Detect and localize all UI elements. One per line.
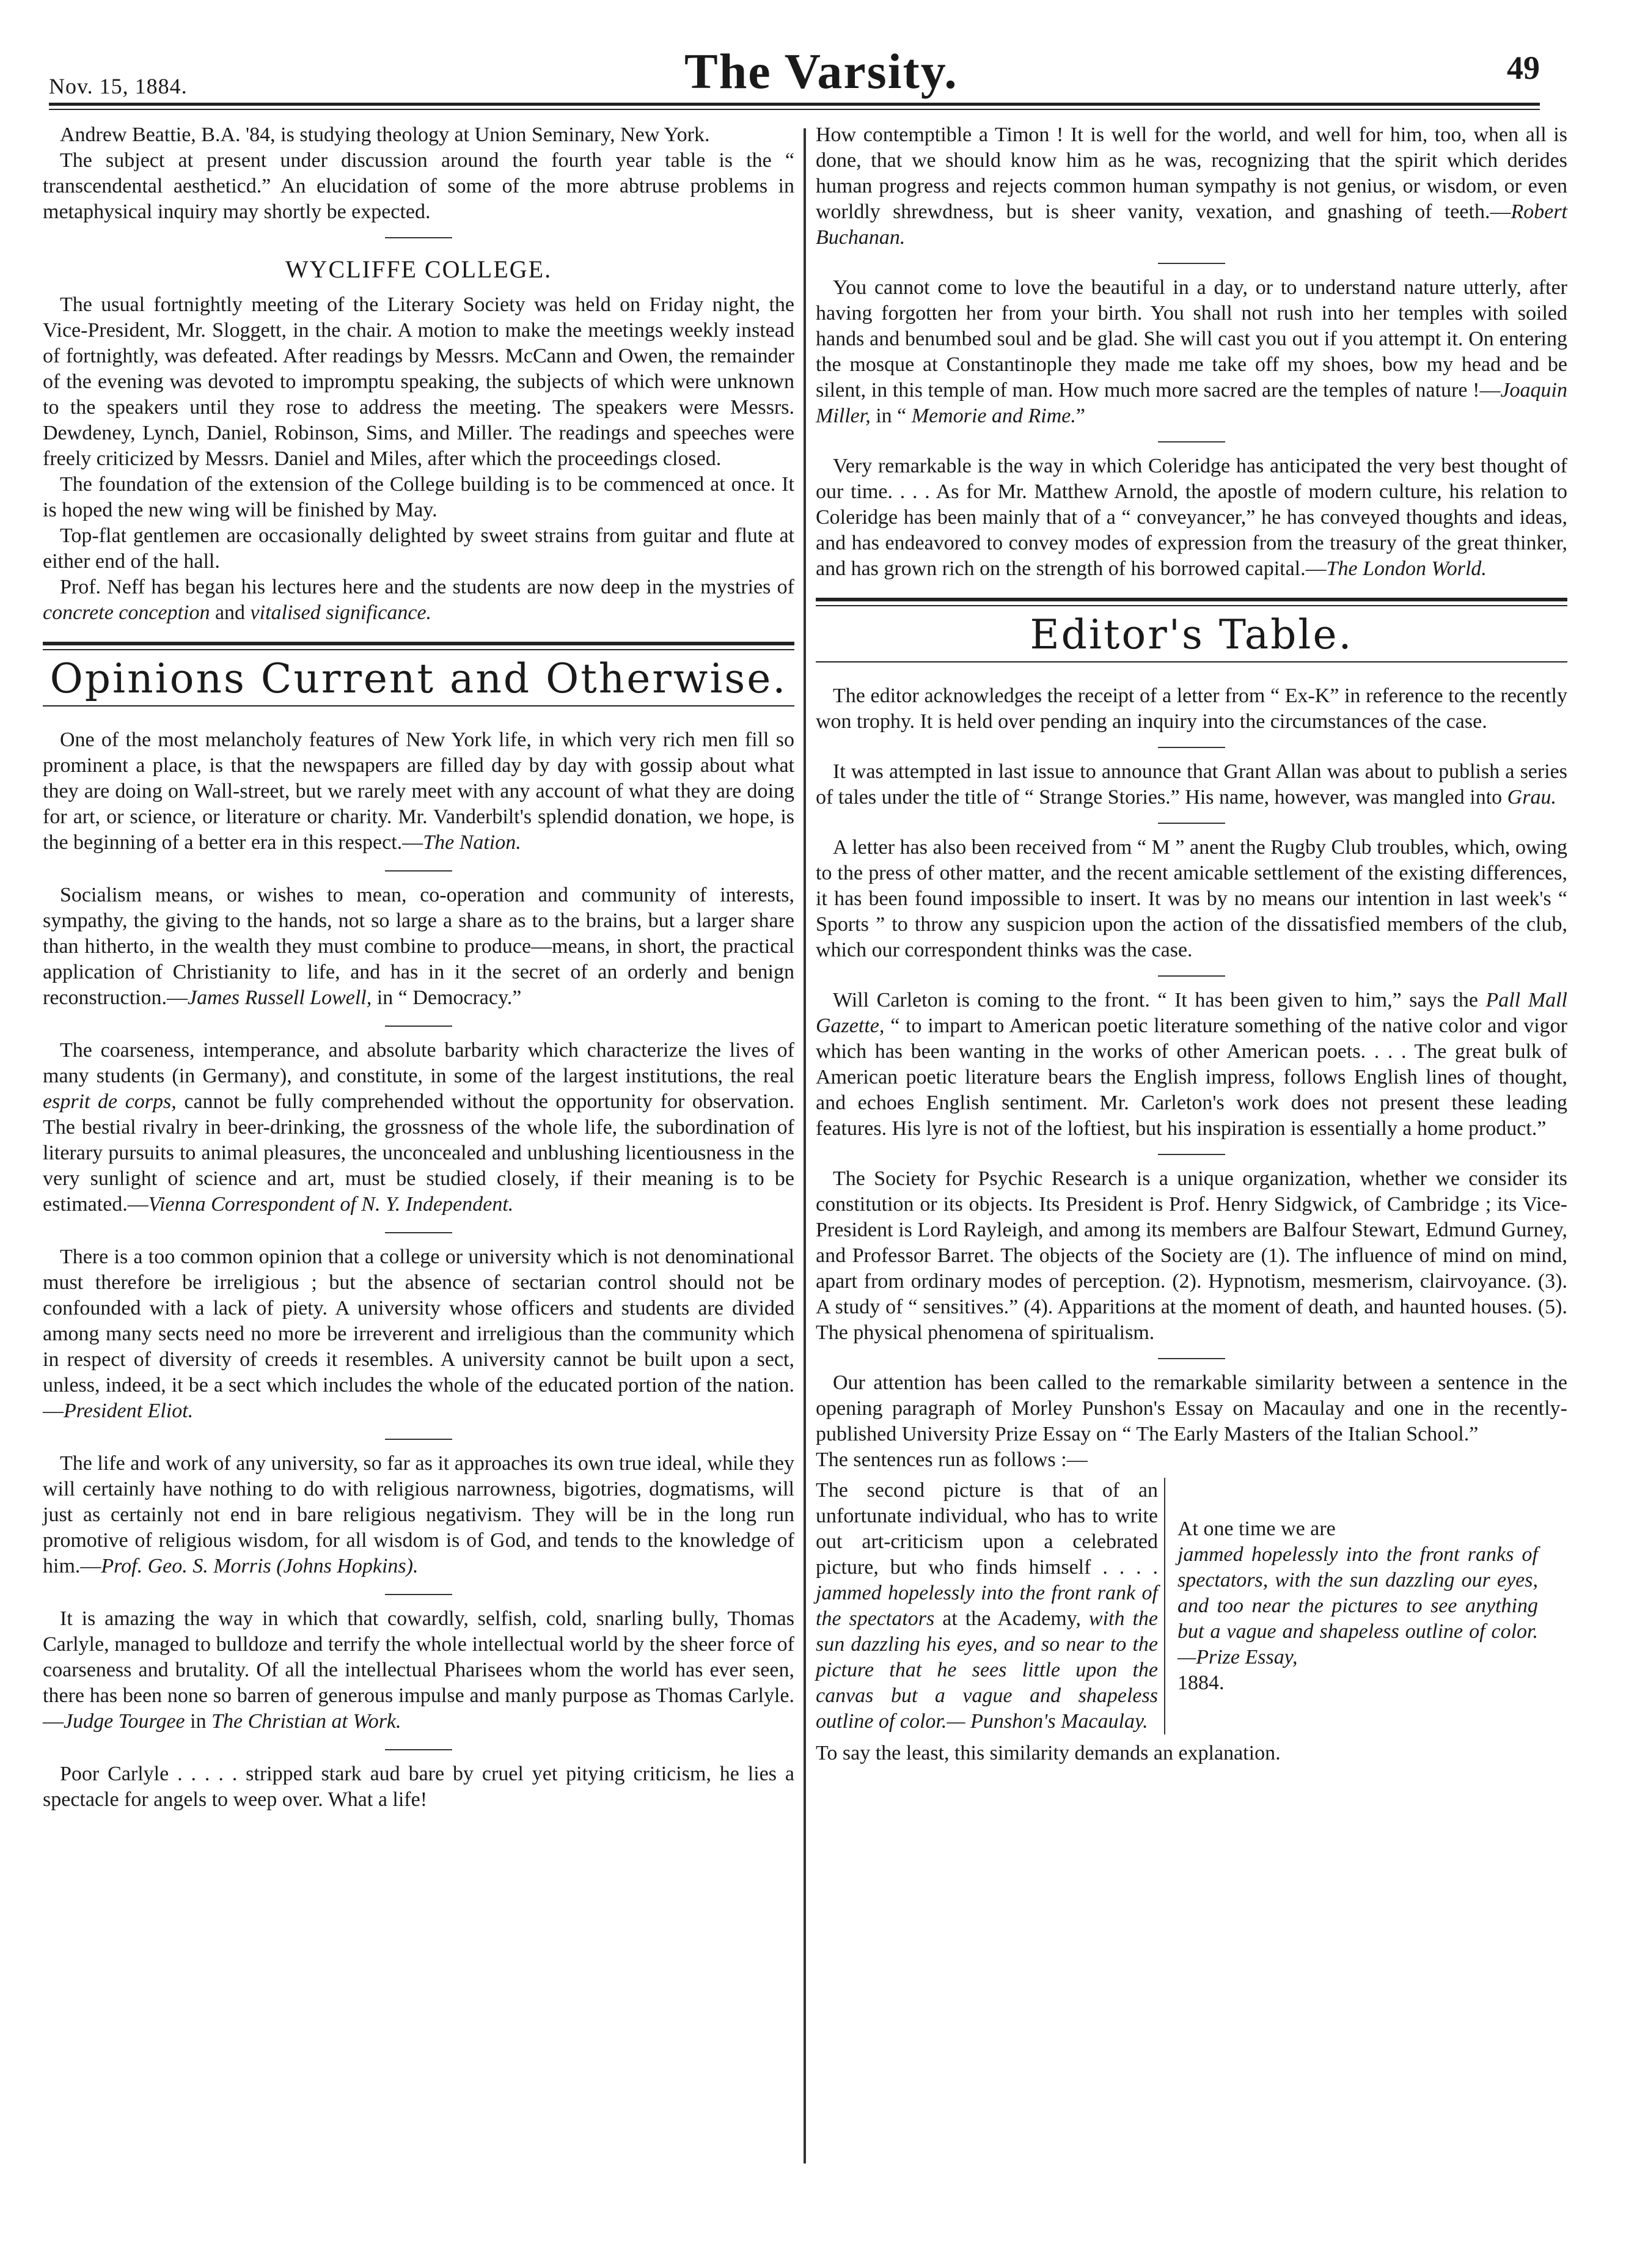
section-rule-thin xyxy=(43,649,794,650)
quote-item: Socialism means, or wishes to mean, co-operation and community of interests, sympathy, the giving to the hands, not so large a share as to the brains, but a larger share than hitherto, in the wealth they must combine to produce—means, in short, the practical application of Christianity to life, and has in it the secret of an orderly and benign reconstruction.—James Russell Lowell, in “ Democracy.” xyxy=(43,884,794,1009)
separator-rule xyxy=(385,870,452,872)
quote-item: One of the most melancholy features of New York life, in which very rich men fill so prominent a place, is that the newspapers are filled day by day with gossip about what they are doing on Wall-street, but we rarely meet with any account of what they are doing for art, or science, or literature or charity. Mr. Vanderbilt's splendid donation, we hope, is the beginning of a better era in this respect.—The Nation. xyxy=(43,728,794,854)
quote-item: Poor Carlyle . . . . . stripped stark aud bare by cruel yet pitying criticism, he lies a spectacle for angels to weep over. What a life! xyxy=(43,1763,794,1811)
section-heading-editors-table: Editor's Table. xyxy=(1030,611,1353,658)
quote-item: There is a too common opinion that a college or university which is not denominational must therefore be irreligious ; but the absence of sectarian control should not be confounded with a lack of piety. A university whose officers and students are divided among many sects need no more be irreverent and irreligious than the community which in respect of diversity of creeds it resembles. A university cannot be built upon a sect, unless, indeed, it be a sect which includes the whole of the educated portion of the nation.—President Eliot. xyxy=(43,1246,794,1422)
left-column xyxy=(43,122,794,1813)
heading-underline xyxy=(816,661,1567,662)
separator-rule xyxy=(385,1026,452,1027)
separator-rule xyxy=(1158,441,1225,442)
separator-rule xyxy=(1158,263,1225,264)
section-rule-thin xyxy=(816,605,1567,606)
page-header xyxy=(49,24,1540,104)
news-item: The foundation of the extension of the College building is to be commenced at once. It is hoped the new wing will be finished by May. xyxy=(43,473,794,521)
separator-rule xyxy=(1158,823,1225,824)
news-item: Andrew Beattie, B.A. '84, is studying theology at Union Seminary, New York. xyxy=(60,123,710,146)
quote-item: The life and work of any university, so far as it approaches its own true ideal, while they will certainly have nothing to do with religious narrowness, bigotries, dogmatisms, will just as certainly not end in bare religious negativism. They will be in the long run promotive of religious wisdom, for all wisdom is of God, and tends to the knowledge of him.—Prof. Geo. S. Morris (Johns Hopkins). xyxy=(43,1452,794,1577)
section-heading-opinions: Opinions Current and Otherwise. xyxy=(49,655,788,702)
section-heading-wycliffe: WYCLIFFE COLLEGE. xyxy=(285,255,552,283)
page-number: 49 xyxy=(1507,50,1540,86)
header-rule xyxy=(49,103,1540,106)
separator-rule xyxy=(385,237,452,238)
comparison-prize-essay: At one time we are jammed hopelessly into the front ranks of spectators, with the sun dazzling our eyes, and too near the pictures to see anything but a vague and shapeless outline of color.—Prize Essay, 1884. xyxy=(1177,1518,1538,1694)
news-item: The usual fortnightly meeting of the Literary Society was held on Friday night, the Vice-President, Mr. Sloggett, in the chair. A motion to make the meetings weekly instead of fortnightly, was defeated. After readings by Messrs. McCann and Owen, the remainder of the evening was devoted to impromptu speaking, the subjects of which were unknown to the speakers until they rose to address the meeting. The speakers were Messrs. Dewdeney, Lynch, Daniel, Robinson, Sims, and Miller. The readings and speeches were freely criticized by Messrs. Daniel and Miles, after which the proceedings closed. xyxy=(43,293,794,470)
quote-item: Very remarkable is the way in which Coleridge has anticipated the very best thought of our time. . . . As for Mr. Matthew Arnold, the apostle of modern culture, his relation to Coleridge has been mainly that of a “ conveyancer,” he has conveyed thoughts and ideas, and has endeavored to convey modes of expression from the treasury of the great thinker, and has grown rich on the strength of his borrowed capital.—The London World. xyxy=(816,455,1567,580)
section-rule-thick xyxy=(816,598,1567,601)
separator-rule xyxy=(385,1749,452,1750)
separator-rule xyxy=(385,1439,452,1440)
masthead-title: The Varsity. xyxy=(684,43,958,99)
separator-rule xyxy=(1158,747,1225,748)
closing-line: To say the least, this similarity demands an explanation. xyxy=(816,1742,1281,1764)
quote-item: The coarseness, intemperance, and absolute barbarity which characterize the lives of many students (in Germany), and constitute, in some of the largest institutions, the real esprit de corps, cannot be fully comprehended without the opportunity for observation. The bestial rivalry in beer-drinking, the grossness of the whole life, the subordination of literary pursuits to animal pleasures, the unconcealed and unblushing licentiousness in the very sunlight of science and art, must be studied closely, if their meaning is to be estimated.—Vienna Correspondent of N. Y. Independent. xyxy=(43,1039,795,1216)
news-item: Top-flat gentlemen are occasionally delighted by sweet strains from guitar and flute at either end of the hall. xyxy=(43,524,794,573)
quote-item: You cannot come to love the beautiful in a day, or to understand nature utterly, after having forgotten her from your birth. You shall not rush into her temples with soiled hands and benumbed soul and be glad. She will cast you out if you attempt it. On entering the mosque at Constantinople they made me take off my shoes, bow my head and be silent, in this temple of man. How much more sacred are the temples of nature !—Joaquin Miller, in “ Memorie and Rime.” xyxy=(816,276,1567,427)
quote-item: How contemptible a Timon ! It is well for the world, and well for him, too, when all is done, that we should know him as he was, recognizing that the spirit which derides human progress and rejects common human sympathy is not genius, or wisdom, or even worldly shrewdness, but is sheer vanity, vexation, and gnashing of teeth.—Robert Buchanan. xyxy=(816,123,1567,249)
section-rule-thick xyxy=(43,642,794,645)
editor-note: The Society for Psychic Research is a unique organization, whether we consider its constitution or its objects. Its President is Prof. Henry Sidgwick, of Cambridge ; its Vice-President is Lord Rayleigh, and among its members are Balfour Stewart, Edmund Gurney, and Professor Barret. The objects of the Society are (1). The influence of mind on mind, apart from ordinary modes of perception. (2). Hypnotism, mesmerism, clairvoyance. (3). A study of “ sensitives.” (4). Apparitions at the moment of death, and haunted houses. (5). The physical phenomena of spiritualism. xyxy=(816,1167,1567,1344)
separator-rule xyxy=(1158,1358,1225,1359)
sentence-comparison xyxy=(816,1478,1567,1734)
news-item: The subject at present under discussion around the fourth year table is the “ transcendental aestheticd.” An elucidation of some of the more abtruse problems in metaphysical inquiry may shortly be expected. xyxy=(43,149,794,223)
sentences-intro: The sentences run as follows :— xyxy=(816,1448,1088,1471)
separator-rule xyxy=(1158,975,1225,977)
separator-rule xyxy=(1158,1154,1225,1155)
header-rule-thin xyxy=(49,109,1540,110)
right-column xyxy=(816,122,1567,1766)
separator-rule xyxy=(385,1594,452,1595)
editor-note: A letter has also been received from “ M ” anent the Rugby Club troubles, which, owing to the press of other matter, and the recent amicable settlement of the existing differences, it has been found impossible to insert. It was by no means our intention in last week's “ Sports ” to throw any suspicion upon the action of the dissatisfied members of the club, which our correspondent thinks was the case. xyxy=(816,836,1567,961)
comparison-punshon: The second picture is that of an unfortunate individual, who has to write out art-criticism upon a celebrated picture, but who finds himself . . . . jammed hopelessly into the front rank of the spectators at the Academy, with the sun dazzling his eyes, and so near to the picture that he sees little upon the canvas but a vague and shapeless outline of color.— Punshon's Macaulay. xyxy=(816,1478,1165,1734)
quote-item: It is amazing the way in which that cowardly, selfish, cold, snarling bully, Thomas Carlyle, managed to bulldoze and terrify the whole intellectual world by the sheer force of coarseness and brutality. Of all the intellectual Pharisees whom the world has ever seen, there has been none so barren of generous impulse and manly purpose as Thomas Carlyle.—Judge Tourgee in The Christian at Work. xyxy=(43,1607,794,1733)
news-item: Prof. Neff has began his lectures here and the students are now deep in the mystries of concrete conception and vitalised significance. xyxy=(43,576,794,624)
editor-note: The editor acknowledges the receipt of a letter from “ Ex-K” in reference to the recently won trophy. It is held over pending an inquiry into the circumstances of the case. xyxy=(816,684,1567,733)
heading-underline xyxy=(43,705,794,706)
editor-note: Will Carleton is coming to the front. “ It has been given to him,” says the Pall Mall Gazette, “ to impart to American poetic literature something of the native color and vigor which has been wanting in the works of other American poets. . . . The great bulk of American poetic literature bears the English impress, follows English lines of thought, and echoes English sentiment. Mr. Carleton's work does not present these leading features. His lyre is not of the loftiest, but his inspiration is essentially a home product.” xyxy=(816,989,1567,1140)
column-divider xyxy=(804,128,806,2163)
editor-note: It was attempted in last issue to announce that Grant Allan was about to publish a series of tales under the title of “ Strange Stories.” His name, however, was mangled into Grau. xyxy=(816,760,1567,809)
editor-note: Our attention has been called to the remarkable similarity between a sentence in the opening paragraph of Morley Punshon's Essay on Macaulay and one in the recently-published University Prize Essay on “ The Early Masters of the Italian School.” xyxy=(816,1371,1567,1445)
issue-date: Nov. 15, 1884. xyxy=(49,74,188,98)
separator-rule xyxy=(385,1232,452,1233)
